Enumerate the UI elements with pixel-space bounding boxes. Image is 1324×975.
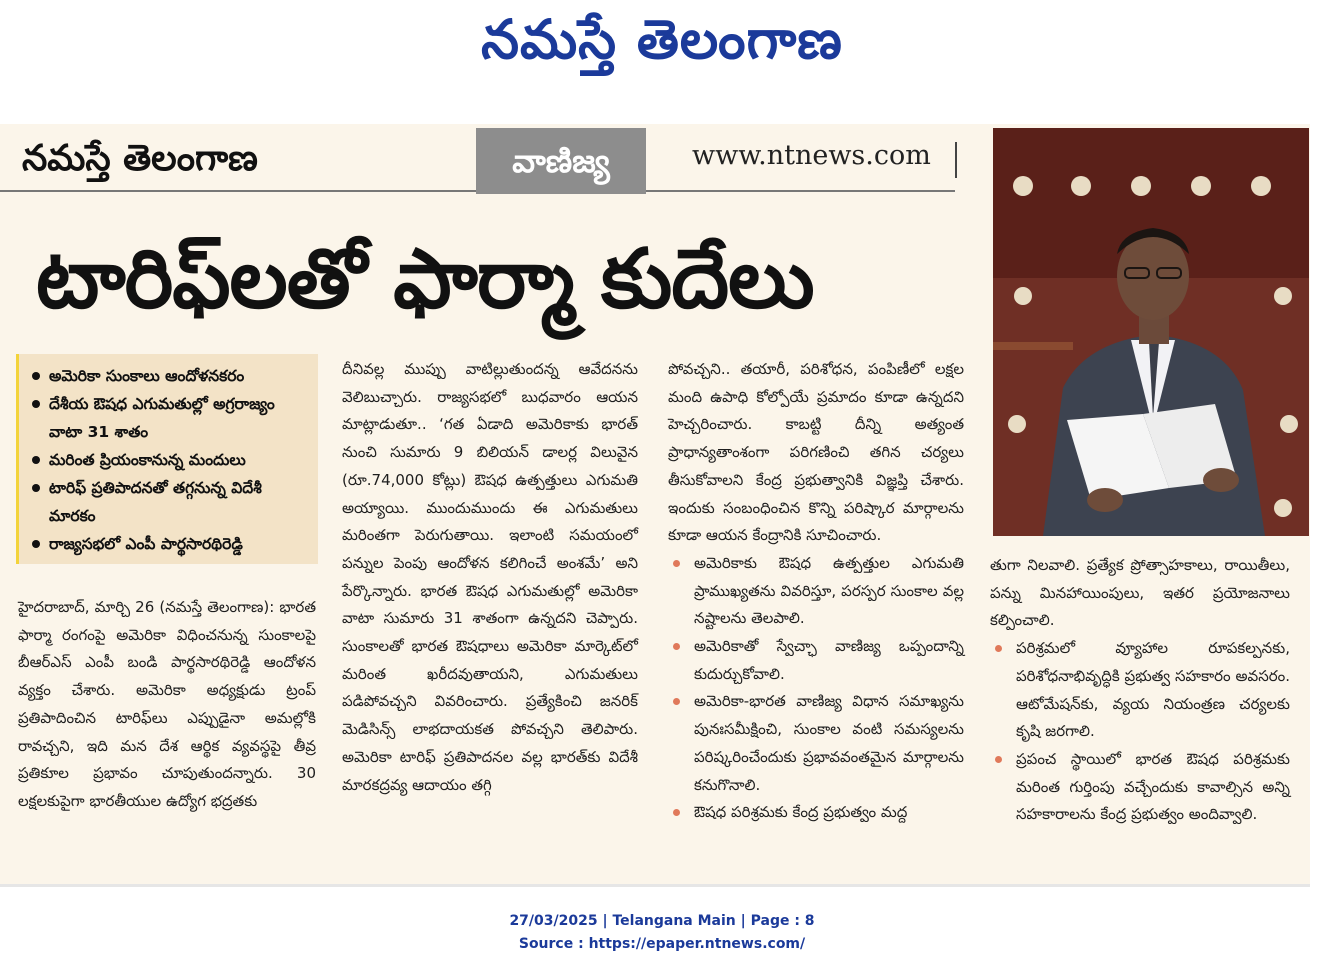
article-column-1: హైదరాబాద్, మార్చి 26 (నమస్తే తెలంగాణ): భారత ఫార్మా రంగంపై అమెరికా విధించనున్న సుంకాలపై బీఆర్ఎస్ ఎంపీ బండి పార్థసారథిరెడ్డి ఆందోళన వ్యక్తం చేశారు. అమెరికా అధ్యక్షుడు ట్రంప్ ప్రతిపాదించిన టారిఫ్‌లు ఎప్పుడైనా అమల్లోకి రావచ్చని, ఇది మన దేశ ఆర్థిక వ్యవస్థపై తీవ్ర ప్రతికూల ప్రభావం చూపుతుందన్నారు. 30 లక్షలకుపైగా భారతీయుల ఉద్యోగ భద్రతకు — [18, 598, 316, 810]
suggestion-item: అమెరికా-భారత వాణిజ్య విధాన సమాఖ్యను పునఃసమీక్షించి, సుంకాల వంటి సమస్యలను పరిష్కరించేందుకు ప్రభావవంతమైన మార్గాలను కనుగొనాలి. — [668, 688, 964, 799]
suggestion-item: పరిశ్రమలో వ్యూహాల రూపకల్పనకు, పరిశోధనాభివృద్ధికి ప్రభుత్వ సహకారం అవసరం. ఆటోమేషన్‌కు, వ్యయ నియంత్రణ చర్యలకు కృషి జరగాలి. — [990, 635, 1290, 746]
highlight-item: రాజ్యసభలో ఎంపీ పార్థసారథిరెడ్డి — [31, 530, 308, 558]
highlight-item: అమెరికా సుంకాలు ఆందోళనకరం — [31, 362, 308, 390]
highlights-box — [16, 354, 318, 564]
suggestion-item: ఔషధ పరిశ్రమకు కేంద్ర ప్రభుత్వం మద్ద — [668, 799, 964, 827]
header-divider — [955, 142, 957, 178]
news-clipping — [0, 124, 1310, 886]
column-3-intro: పోవచ్చని.. తయారీ, పరిశోధన, పంపిణీలో లక్షల మంది ఉపాధి కోల్పోయే ప్రమాదం కూడా ఉన్నదని హెచ్చరించారు. కాబట్టి దీన్ని అత్యంత ప్రాధాన్యతాంశంగా పరిగణించి తగిన చర్యలు తీసుకోవాలని కేంద్ర ప్రభుత్వానికి విజ్ఞప్తి చేశారు. ఇందుకు సంబంధించిన కొన్ని పరిష్కార మార్గాలను కూడా ఆయన కేంద్రానికి సూచించారు. — [668, 360, 964, 545]
section-label: వాణిజ్య — [476, 128, 646, 194]
highlight-item: మరింత ప్రియంకానున్న మందులు — [31, 446, 308, 474]
footer-date-page: 27/03/2025 | Telangana Main | Page : 8 — [509, 913, 815, 929]
highlight-item: దేశీయ ఔషధ ఎగుమతుల్లో అగ్రరాజ్యం వాటా 31 శాతం — [31, 390, 308, 446]
column-4-intro: తుగా నిలవాలి. ప్రత్యేక ప్రోత్సాహకాలు, రాయితీలు, పన్ను మినహాయింపులు, ఇతర ప్రయోజనాలు కల్పించాలి. — [990, 556, 1290, 630]
clip-shadow — [0, 884, 1310, 887]
masthead-logo: నమస్తే తెలంగాణ — [481, 8, 843, 71]
suggestion-item: అమెరికాకు ఔషధ ఉత్పత్తుల ఎగుమతి ప్రాముఖ్యతను వివరిస్తూ, పరస్పర సుంకాల వల్ల నష్టాలను తెలపాలి. — [668, 550, 964, 633]
suggestion-item: అమెరికాతో స్వేచ్ఛా వాణిజ్య ఒప్పందాన్ని కుదుర్చుకోవాలి. — [668, 633, 964, 688]
footer-source: Source : https://epaper.ntnews.com/ — [518, 936, 806, 952]
article-column-4 — [990, 552, 1290, 829]
site-url: www.ntnews.com — [692, 140, 931, 171]
headline: టారిఫ్‌లతో ఫార్మా కుదేలు — [36, 232, 814, 327]
highlight-item: టారిఫ్ ప్రతిపాదనతో తగ్గనున్న విదేశీ మారకం — [31, 474, 308, 530]
suggestion-item: ప్రపంచ స్థాయిలో భారత ఔషధ పరిశ్రమకు మరింత గుర్తింపు వచ్చేందుకు కావాల్సిన అన్ని సహకారాలను కేంద్ర ప్రభుత్వం అందివ్వాలి. — [990, 746, 1290, 829]
clip-brand: నమస్తే తెలంగాణ — [22, 138, 258, 179]
mp-photo — [993, 128, 1309, 536]
article-column-3 — [668, 356, 964, 827]
article-column-2: దీనివల్ల ముప్పు వాటిల్లుతుందన్న ఆవేదనను వెలిబుచ్చారు. రాజ్యసభలో బుధవారం ఆయన మాట్లాడుతూ.. ‘గత ఏడాది అమెరికాకు భారత్ నుంచి సుమారు 9 బిలియన్ డాలర్ల విలువైన (రూ.74,000 కోట్లు) ఔషధ ఉత్పత్తులు ఎగుమతి అయ్యాయి. ముందుముందు ఈ ఎగుమతులు మరింతగా పెరుగుతాయి. ఇలాంటి సమయంలో పన్నుల పెంపు ఆందోళన కలిగించే అంశమే’ అని పేర్కొన్నారు. భారత ఔషధ ఎగుమతుల్లో అమెరికా వాటా సుమారు 31 శాతంగా ఉన్నదని చెప్పారు. సుంకాలతో భారత ఔషధాలు అమెరికా మార్కెట్‌లో మరింత ఖరీదవుతాయని, ఎగుమతులు పడిపోవచ్చని వివరించారు. ప్రత్యేకించి జనరిక్ మెడిసిన్స్ లాభదాయకత పోవచ్చని తెలిపారు. అమెరికా టారిఫ్ ప్రతిపాదనల వల్ల భారత్‌కు విదేశీ మారకద్రవ్య ఆదాయం తగ్గి — [342, 360, 638, 794]
